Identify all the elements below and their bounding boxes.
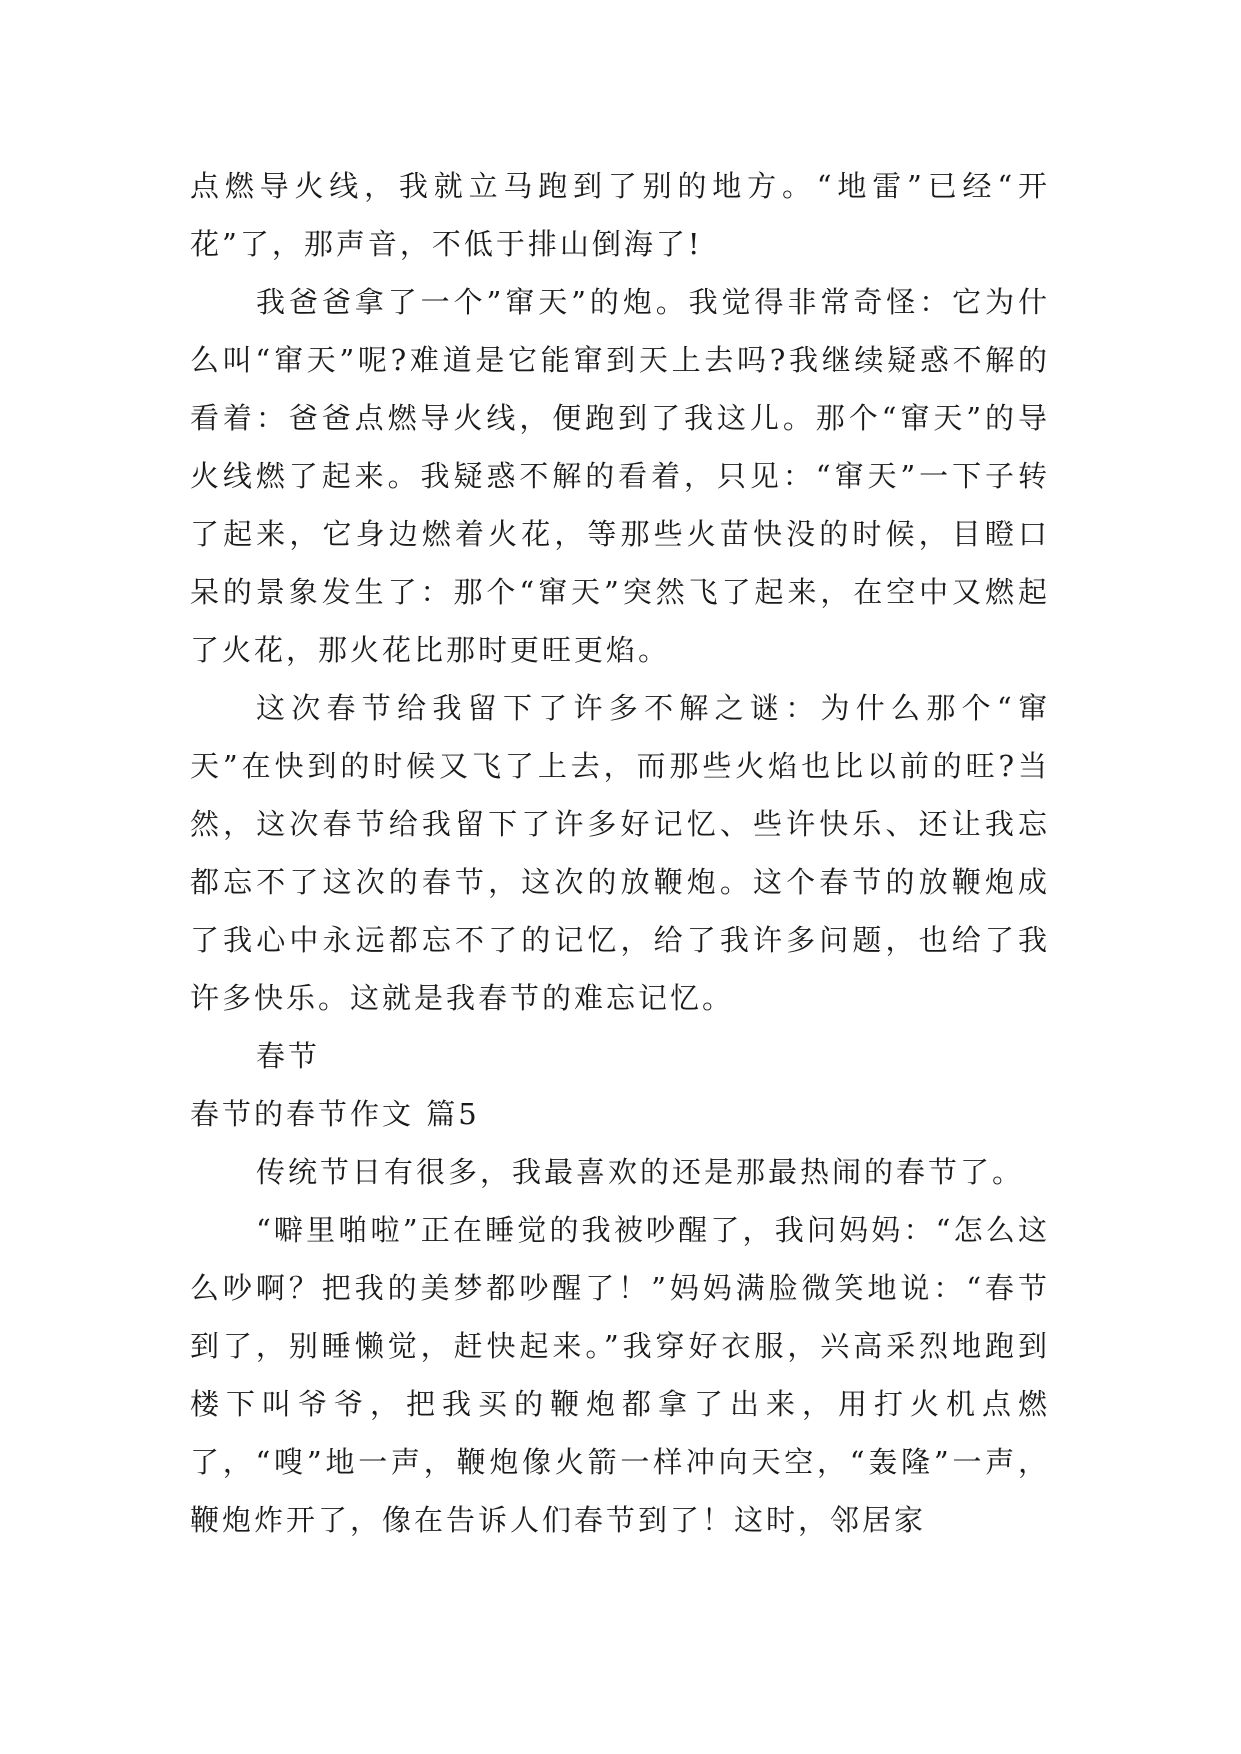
document-page: [190, 157, 1050, 1549]
section-label: 春节: [256, 1039, 321, 1073]
paragraph-woken-by-firecrackers: “噼里啪啦”正在睡觉的我被吵醒了，我问妈妈：“怎么这么吵啊？把我的美梦都吵醒了！”妈妈满脸微笑地说：“春节到了，别睡懒觉，赶快起来。”我穿好衣服，兴高采烈地跑到楼下叫爷爷，把我买的鞭炮都拿了出来，用打火机点燃了，“嗖”地一声，鞭炮像火箭一样冲向天空，“轰隆”一声，鞭炮炸开了，像在告诉人们春节到了！这时，邻居家: [190, 1213, 1050, 1537]
paragraph-favorite-festival: 传统节日有很多，我最喜欢的还是那最热闹的春节了。: [256, 1155, 1025, 1189]
paragraph-firecracker-landmine: 点燃导火线，我就立马跑到了别的地方。“地雷”已经“开花”了，那声音，不低于排山倒海了!: [190, 169, 1050, 261]
essay-title: 春节的春节作文 篇5: [190, 1097, 480, 1131]
paragraph-chuantian-rocket: 我爸爸拿了一个”窜天”的炮。我觉得非常奇怪：它为什么叫“窜天”呢?难道是它能窜到天上去吗?我继续疑惑不解的看着：爸爸点燃导火线，便跑到了我这儿。那个“窜天”的导火线燃了起来。我疑惑不解的看着，只见：“窜天”一下子转了起来，它身边燃着火花，等那些火苗快没的时候，目瞪口呆的景象发生了：那个“窜天”突然飞了起来，在空中又燃起了火花，那火花比那时更旺更焰。: [190, 285, 1050, 667]
paragraph-unsolved-mysteries: 这次春节给我留下了许多不解之谜：为什么那个“窜天”在快到的时候又飞了上去，而那些火焰也比以前的旺?当然，这次春节给我留下了许多好记忆、些许快乐、还让我忘都忘不了这次的春节，这次的放鞭炮。这个春节的放鞭炮成了我心中永远都忘不了的记忆，给了我许多问题，也给了我许多快乐。这就是我春节的难忘记忆。: [190, 691, 1050, 1015]
